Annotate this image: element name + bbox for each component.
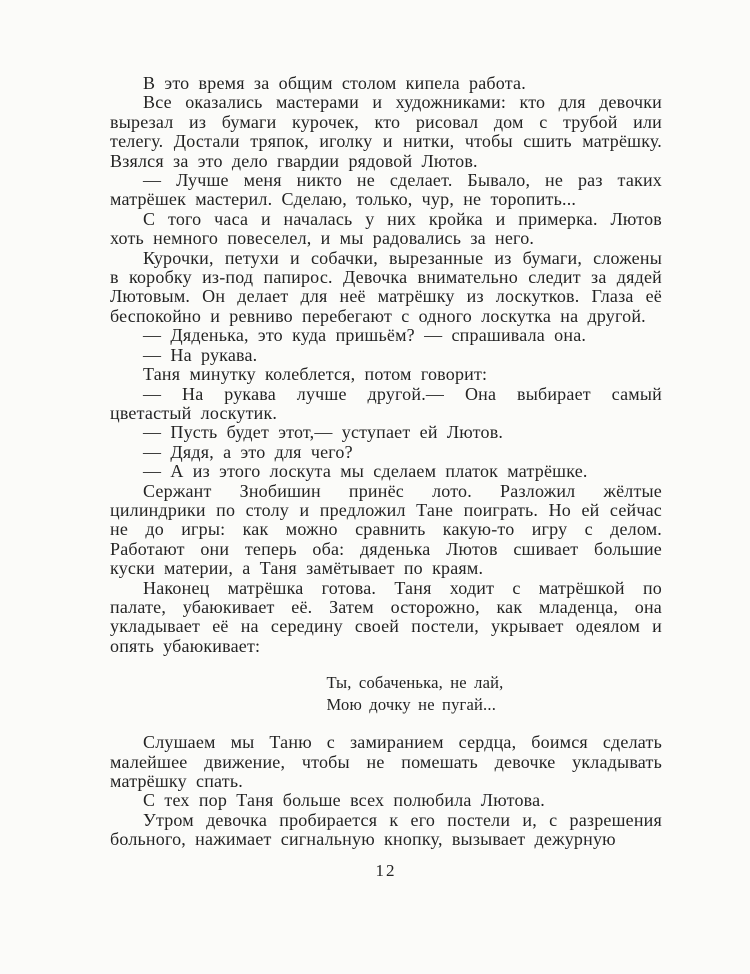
paragraph: В это время за общим столом кипела работа.	[143, 73, 526, 93]
page-number: 12	[375, 860, 397, 880]
paragraph: — Дядя, а это для чего?	[143, 441, 353, 462]
paragraph: Все оказались мастерами и художниками: кто для девочки вырезал из бумаги курочек, кто рисовал дом с трубой или телегу. Достали тряпок, иголку и нитки, чтобы сшить матрёшку. Взялся за это дело гвардии рядовой Лютов.	[110, 92, 662, 171]
paragraph: — Дяденька, это куда пришьём? — спрашивала она.	[143, 325, 587, 346]
paragraph: Утром девочка пробирается к его постели и, с разрешения больного, нажимает сигнальную кнопку, вызывает дежурную	[110, 809, 662, 850]
text-block	[110, 74, 662, 881]
verse-block	[110, 672, 662, 716]
paragraph: — А из этого лоскута мы сделаем платок матрёшке.	[143, 461, 588, 482]
verse-line: Ты, собаченька, не лай,	[326, 673, 504, 693]
verse-lines	[327, 672, 504, 716]
paragraph: — На рукава.	[143, 344, 258, 365]
paragraph: Курочки, петухи и собачки, вырезанные из бумаги, сложены в коробку из-под папирос. Девочка внимательно следит за дядей Лютовым. Он делает для неё матрёшку из лоскутков. Глаза её беспокойно и ревниво перебегают с одного лоскутка на другой.	[110, 247, 662, 326]
paragraph: С тех пор Таня больше всех полюбила Лютова.	[143, 790, 546, 811]
paragraph: Таня минутку колеблется, потом говорит:	[143, 364, 488, 385]
paragraph: Наконец матрёшка готова. Таня ходит с матрёшкой по палате, убаюкивает её. Затем осторожно, как младенца, она укладывает её на середину своей постели, укрывает одеялом и опять убаюкивает:	[110, 577, 662, 656]
paragraph: — Пусть будет этот,— уступает ей Лютов.	[143, 422, 504, 443]
paragraph: С того часа и началась у них кройка и примерка. Лютов хоть немного повеселел, и мы радовались за него.	[110, 208, 662, 249]
paragraph: Сержант Знобишин принёс лото. Разложил жёлтые цилиндрики по столу и предложил Тане поиграть. Но ей сейчас не до игры: как можно сравнить какую-то игру с делом. Работают они теперь оба: дяденька Лютов сшивает большие куски материи, а Таня замётывает по краям.	[110, 480, 662, 579]
paragraph: — На рукава лучше другой.— Она выбирает самый цветастый лоскутик.	[110, 383, 662, 423]
paragraph: Слушаем мы Таню с замиранием сердца, боимся сделать малейшее движение, чтобы не помешать девочке укладывать матрёшку спать.	[110, 732, 662, 791]
paragraph: — Лучше меня никто не сделает. Бывало, не раз таких матрёшек мастерил. Сделаю, только, чур, не торопить...	[110, 170, 662, 210]
verse-line: Мою дочку не пугай...	[326, 695, 497, 715]
